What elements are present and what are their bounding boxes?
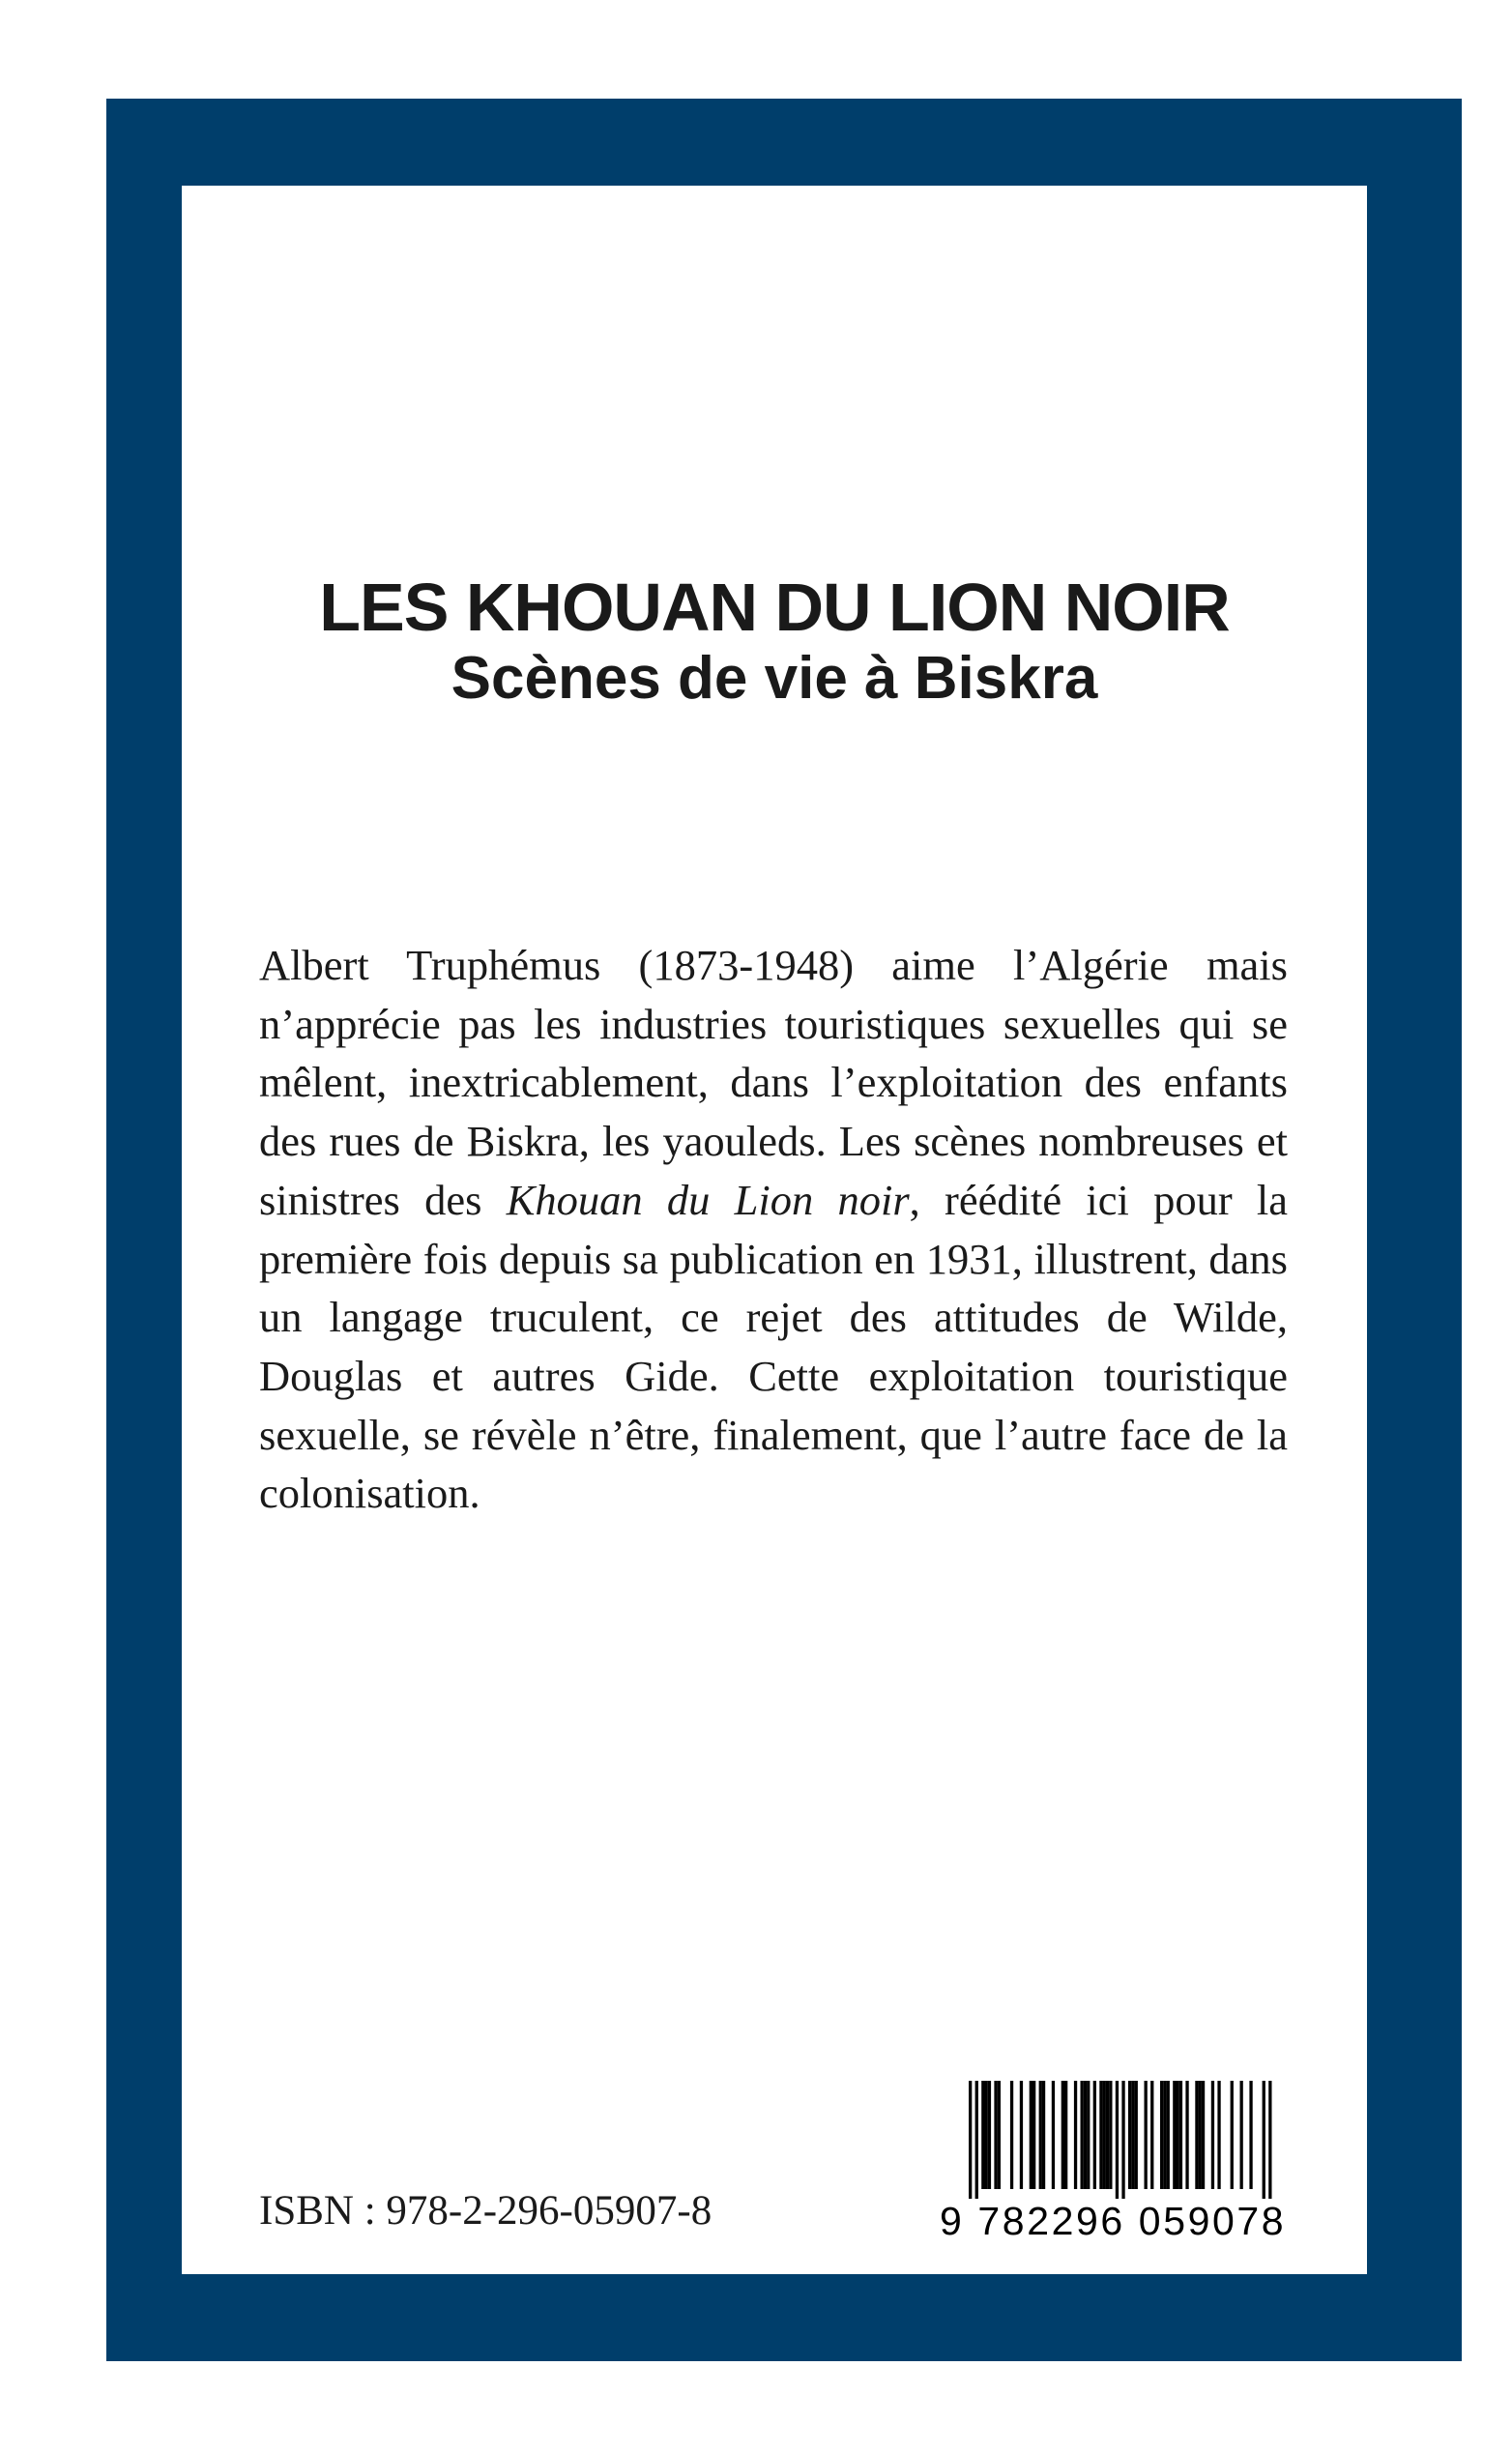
- barcode-bar: [1150, 2081, 1153, 2189]
- barcode-bar: [1121, 2081, 1124, 2199]
- barcode-bar: [1268, 2081, 1271, 2199]
- isbn-label: ISBN : 978-2-296-05907-8: [259, 2188, 712, 2234]
- barcode-bar: [1099, 2081, 1102, 2189]
- barcode-bar: [1195, 2081, 1198, 2189]
- barcode-bar: [1032, 2081, 1035, 2189]
- barcode-bar: [1249, 2081, 1252, 2189]
- barcode-bar: [1131, 2081, 1134, 2189]
- barcode-bar: [1084, 2081, 1087, 2189]
- cover-panel: [182, 186, 1367, 2274]
- barcode-bar: [1010, 2081, 1013, 2189]
- barcode-bar: [1167, 2081, 1170, 2189]
- barcode-bar: [1087, 2081, 1090, 2189]
- blurb-text-part2: , réédité ici pour la première fois depuis sa publication en 1931, illustrent, dans un langage truculent, ce rejet des attitudes de Wilde, Douglas et autres Gide. Cette exploitation touristique sexuelle, se révèle n’être, finalement, que l’autre face de la colonisation.: [259, 1175, 1289, 1518]
- barcode-bar: [1135, 2081, 1138, 2189]
- barcode-bar: [1020, 2081, 1023, 2189]
- barcode-bar: [1163, 2081, 1166, 2189]
- barcode-bar: [1030, 2081, 1032, 2189]
- barcode-bar: [1185, 2081, 1188, 2189]
- barcode-bar: [1081, 2081, 1084, 2189]
- barcode-bar: [1116, 2081, 1119, 2199]
- barcode-bar: [1109, 2081, 1112, 2189]
- barcode-bar: [1199, 2081, 1202, 2189]
- barcode-bar: [975, 2081, 978, 2199]
- blurb-text-part1: Albert Truphémus (1873-1948) aime l’Algérie mais n’apprécie pas les industries touristiques sexuelles qui se mêlent, inextricablement, dans l’exploitation des enfants des rues de Biskra, les yaouleds. Les scènes nombreuses et sinistres des: [259, 941, 1288, 1224]
- barcode-bar: [1179, 2081, 1182, 2189]
- barcode-bar: [1106, 2081, 1109, 2189]
- barcode-digits: 9 782296 059078: [940, 2199, 1287, 2243]
- barcode-bar: [969, 2081, 972, 2199]
- barcode-bar: [1052, 2081, 1055, 2189]
- barcode-bar: [981, 2081, 984, 2189]
- barcode-bar: [1061, 2081, 1064, 2189]
- barcode-bar: [1263, 2081, 1265, 2199]
- barcode-bar: [1093, 2081, 1096, 2189]
- barcode-bar: [1173, 2081, 1176, 2189]
- book-title: LES KHOUAN DU LION NOIR: [319, 570, 1230, 645]
- barcode-bar: [988, 2081, 991, 2189]
- barcode-bar: [1160, 2081, 1163, 2189]
- back-cover-blurb: [259, 936, 1288, 1523]
- barcode-bar: [998, 2081, 1001, 2189]
- barcode-bar: [1217, 2081, 1220, 2189]
- barcode-bar: [1039, 2081, 1042, 2189]
- barcode-bar: [1042, 2081, 1045, 2189]
- barcode-bar: [1202, 2081, 1205, 2189]
- barcode-bar: [994, 2081, 997, 2189]
- barcode-bar: [1211, 2081, 1214, 2189]
- barcode-bars: [940, 2081, 1311, 2199]
- barcode-bar: [1231, 2081, 1234, 2189]
- barcode-bar: [1177, 2081, 1179, 2189]
- barcode-bar: [1103, 2081, 1106, 2189]
- cover-frame: [106, 99, 1462, 2361]
- barcode-bar: [1074, 2081, 1077, 2189]
- barcode-bar: [1064, 2081, 1067, 2189]
- book-subtitle: Scènes de vie à Biskra: [451, 645, 1098, 712]
- barcode-bar: [1145, 2081, 1148, 2189]
- barcode-bar: [985, 2081, 988, 2189]
- barcode-bar: [1128, 2081, 1131, 2189]
- barcode: [940, 2081, 1317, 2245]
- blurb-italic-title: Khouan du Lion noir: [506, 1175, 910, 1224]
- barcode-bar: [1240, 2081, 1243, 2189]
